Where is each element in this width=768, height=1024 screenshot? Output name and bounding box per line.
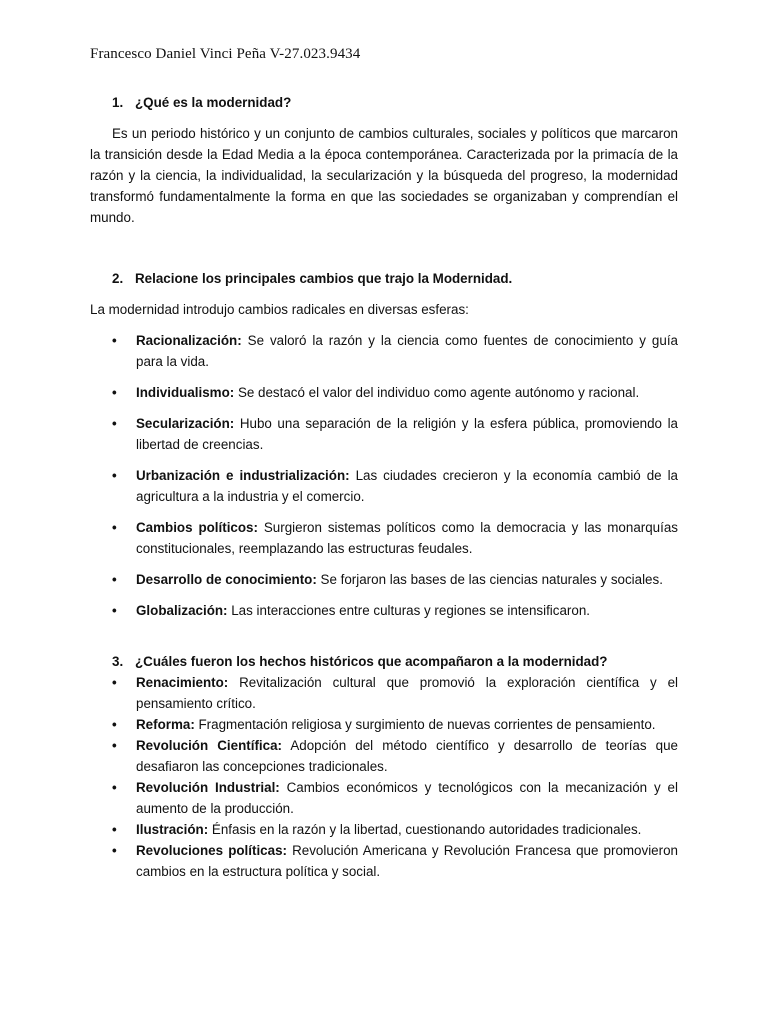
section2-number: 2.: [112, 271, 124, 286]
list-item: [90, 819, 678, 840]
list-item-text: Adopción del método científico y desarrollo de teorías que desafiaron las concepciones tradicionales.: [136, 738, 678, 774]
section2-intro: La modernidad introdujo cambios radicales en diversas esferas:: [90, 302, 469, 317]
section1-heading: [90, 92, 678, 113]
list-item-text: Se forjaron las bases de las ciencias naturales y sociales.: [316, 572, 663, 587]
list-item: [90, 382, 678, 403]
list-item: [90, 465, 678, 507]
list-item: [90, 714, 678, 735]
list-item: [90, 600, 678, 621]
section1-number: 1.: [112, 95, 124, 110]
list-item-text: Las ciudades crecieron y la economía cambió de la agricultura a la industria y el comercio.: [136, 468, 678, 504]
bullet-glyph: •: [112, 675, 117, 690]
list-item: [90, 413, 678, 455]
bullet-glyph: •: [112, 780, 117, 795]
list-item: [90, 777, 678, 819]
list-item-text: Se valoró la razón y la ciencia como fuentes de conocimiento y guía para la vida.: [136, 333, 678, 369]
list-item: [90, 672, 678, 714]
list-item: [90, 840, 678, 882]
bullet-glyph: •: [112, 385, 117, 400]
list-item-text: Cambios económicos y tecnológicos con la mecanización y el aumento de la producción.: [136, 780, 678, 816]
list-item-text: Hubo una separación de la religión y la esfera pública, promoviendo la libertad de creencias.: [136, 416, 678, 452]
list-item-text: Revolución Americana y Revolución Francesa que promovieron cambios en la estructura política y social.: [136, 843, 678, 879]
list-item: [90, 569, 678, 590]
list-item-term: Individualismo:: [136, 385, 235, 400]
list-item-term: Secularización:: [136, 416, 235, 431]
section3-number: 3.: [112, 654, 124, 669]
list-item-term: Renacimiento:: [136, 675, 229, 690]
section1-heading-text: ¿Qué es la modernidad?: [135, 95, 292, 110]
bullet-glyph: •: [112, 520, 117, 535]
bullet-glyph: •: [112, 822, 117, 837]
list-item-term: Desarrollo de conocimiento:: [136, 572, 317, 587]
list-item-term: Reforma:: [136, 717, 195, 732]
list-item: [90, 735, 678, 777]
bullet-glyph: •: [112, 572, 117, 587]
list-item-text: Se destacó el valor del individuo como agente autónomo y racional.: [234, 385, 640, 400]
section3-heading: [90, 651, 678, 672]
list-item: [90, 517, 678, 559]
author-line: Francesco Daniel Vinci Peña V-27.023.9434: [90, 46, 361, 62]
bullet-glyph: •: [112, 468, 117, 483]
section2-list: [90, 330, 678, 621]
list-item-term: Racionalización:: [136, 333, 242, 348]
document-body: [90, 92, 678, 882]
list-item-term: Ilustración:: [136, 822, 209, 837]
section2-heading: [90, 268, 678, 289]
list-item-term: Globalización:: [136, 603, 228, 618]
bullet-glyph: •: [112, 717, 117, 732]
bullet-glyph: •: [112, 738, 117, 753]
list-item-text: Fragmentación religiosa y surgimiento de nuevas corrientes de pensamiento.: [194, 717, 656, 732]
list-item-term: Urbanización e industrialización:: [136, 468, 350, 483]
section3-list: [90, 672, 678, 882]
list-item: [90, 330, 678, 372]
bullet-glyph: •: [112, 333, 117, 348]
bullet-glyph: •: [112, 843, 117, 858]
list-item-term: Cambios políticos:: [136, 520, 258, 535]
section2-heading-text: Relacione los principales cambios que trajo la Modernidad.: [135, 271, 513, 286]
section3-heading-text: ¿Cuáles fueron los hechos históricos que acompañaron a la modernidad?: [135, 654, 608, 669]
list-item-text: Las interacciones entre culturas y regiones se intensificaron.: [227, 603, 590, 618]
bullet-glyph: •: [112, 603, 117, 618]
section1-paragraph: Es un periodo histórico y un conjunto de cambios culturales, sociales y políticos que marcaron la transición desde la Edad Media a la época contemporánea. Caracterizada por la primacía de la razón y la ciencia, la individualidad, la secularización y la búsqueda del progreso, la modernidad transformó fundamentalmente la forma en que las sociedades se organizaban y comprendían el mundo.: [90, 126, 678, 225]
list-item-term: Revoluciones políticas:: [136, 843, 287, 858]
list-item-term: Revolución Industrial:: [136, 780, 280, 795]
list-item-text: Surgieron sistemas políticos como la democracia y las monarquías constitucionales, reemplazando las estructuras feudales.: [136, 520, 678, 556]
bullet-glyph: •: [112, 416, 117, 431]
list-item-term: Revolución Científica:: [136, 738, 282, 753]
list-item-text: Revitalización cultural que promovió la exploración científica y el pensamiento crítico.: [136, 675, 678, 711]
list-item-text: Énfasis en la razón y la libertad, cuestionando autoridades tradicionales.: [208, 822, 642, 837]
